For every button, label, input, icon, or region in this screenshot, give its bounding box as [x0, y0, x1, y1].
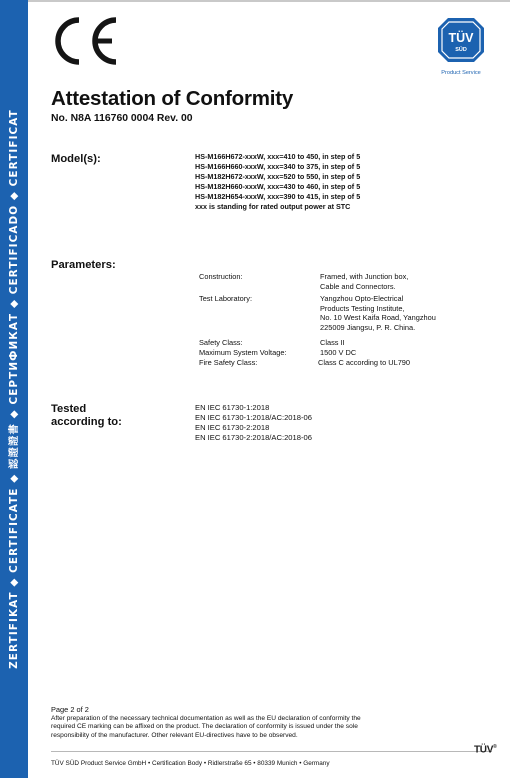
footer-note-line: responsibility of the manufacturer. Other relevant EU-directives have to be observed.: [51, 731, 298, 739]
standard-item: EN IEC 61730-1:2018/AC:2018-06: [195, 413, 312, 422]
footer-note-line: After preparation of the necessary technical documentation as well as the EU declaration of conformity the: [51, 715, 361, 722]
models-list: [195, 152, 360, 212]
fire-safety-class-value: Class C according to UL790: [318, 358, 411, 367]
footer-address: TÜV SÜD Product Service GmbH • Certification Body • Ridlerstraße 65 • 80339 Munich • Germany: [51, 760, 330, 767]
certificate-number: No. N8A 116760 0004 Rev. 00: [51, 113, 193, 124]
model-line: HS-M166H660-xxxW, xxx=340 to 375, in step of 5: [195, 162, 361, 171]
test-laboratory-value: [320, 294, 436, 332]
lab-value-line: Products Testing Institute,: [320, 303, 405, 313]
lab-value-line: 225009 Jiangsu, P. R. China.: [320, 322, 416, 332]
ce-mark-logo: [50, 14, 120, 68]
registered-mark: ®: [493, 744, 497, 750]
model-line: HS-M182H660-xxxW, xxx=430 to 460, in step of 5: [195, 182, 361, 191]
lab-value-line: No. 10 West Kaifa Road, Yangzhou: [320, 313, 436, 323]
model-note: xxx is standing for rated output power at STC: [195, 202, 351, 211]
standards-list: [195, 403, 312, 443]
document-title: Attestation of Conformity: [51, 87, 294, 110]
safety-class-label: Safety Class:: [199, 338, 243, 347]
tuv-footer-mark: [474, 744, 497, 755]
model-line: HS-M182H672-xxxW, xxx=520 to 550, in step of 5: [195, 172, 361, 181]
construction-value: [320, 272, 408, 291]
product-service-caption: Product Service: [441, 70, 481, 76]
fire-safety-class-label: Fire Safety Class:: [199, 358, 258, 367]
max-system-voltage-label: Maximum System Voltage:: [199, 348, 287, 357]
safety-class-value: Class II: [320, 338, 345, 347]
model-line: HS-M182H654-xxxW, xxx=390 to 415, in step of 5: [195, 192, 361, 201]
construction-value-line: Framed, with Junction box,: [320, 272, 409, 281]
page-number: Page 2 of 2: [51, 705, 89, 714]
standard-item: EN IEC 61730-1:2018: [195, 403, 270, 412]
models-label: Model(s):: [51, 153, 101, 165]
footer-divider: [51, 751, 492, 752]
tested-according-label: [51, 403, 161, 429]
footer-note: [51, 715, 457, 740]
footer-note-line: required CE marking can be affixed on the product. The declaration of conformity is issued under the sole: [51, 723, 358, 731]
model-line: HS-M166H672-xxxW, xxx=410 to 450, in step of 5: [195, 152, 361, 161]
tuv-footer-mark-text: TÜV: [474, 744, 494, 756]
standard-item: EN IEC 61730-2:2018: [195, 423, 270, 432]
construction-label: Construction:: [199, 272, 243, 281]
top-rule: [28, 0, 510, 2]
certificate-sidebar: [0, 0, 28, 778]
standard-item: EN IEC 61730-2:2018/AC:2018-06: [195, 433, 312, 442]
test-laboratory-label: Test Laboratory:: [199, 294, 252, 303]
lab-value-line: Yangzhou Opto-Electrical: [320, 294, 404, 303]
tuv-sud-logo: [436, 16, 486, 64]
construction-value-line: Cable and Connectors.: [320, 281, 396, 291]
sidebar-certificate-text: ZERTIFIKAT ◆ CERTIFICATE ◆ 認證證書 ◆ СЕРТИФИКАТ ◆ CERTIFICADO ◆ CERTIFICAT: [8, 109, 20, 669]
max-system-voltage-value: 1500 V DC: [320, 348, 357, 357]
tested-label-line: according to:: [51, 416, 122, 428]
tested-label-line: Tested: [51, 403, 87, 415]
parameters-label: Parameters:: [51, 259, 116, 271]
sud-logo-text: SÜD: [455, 47, 467, 53]
tuv-logo-text: TÜV: [448, 31, 474, 45]
